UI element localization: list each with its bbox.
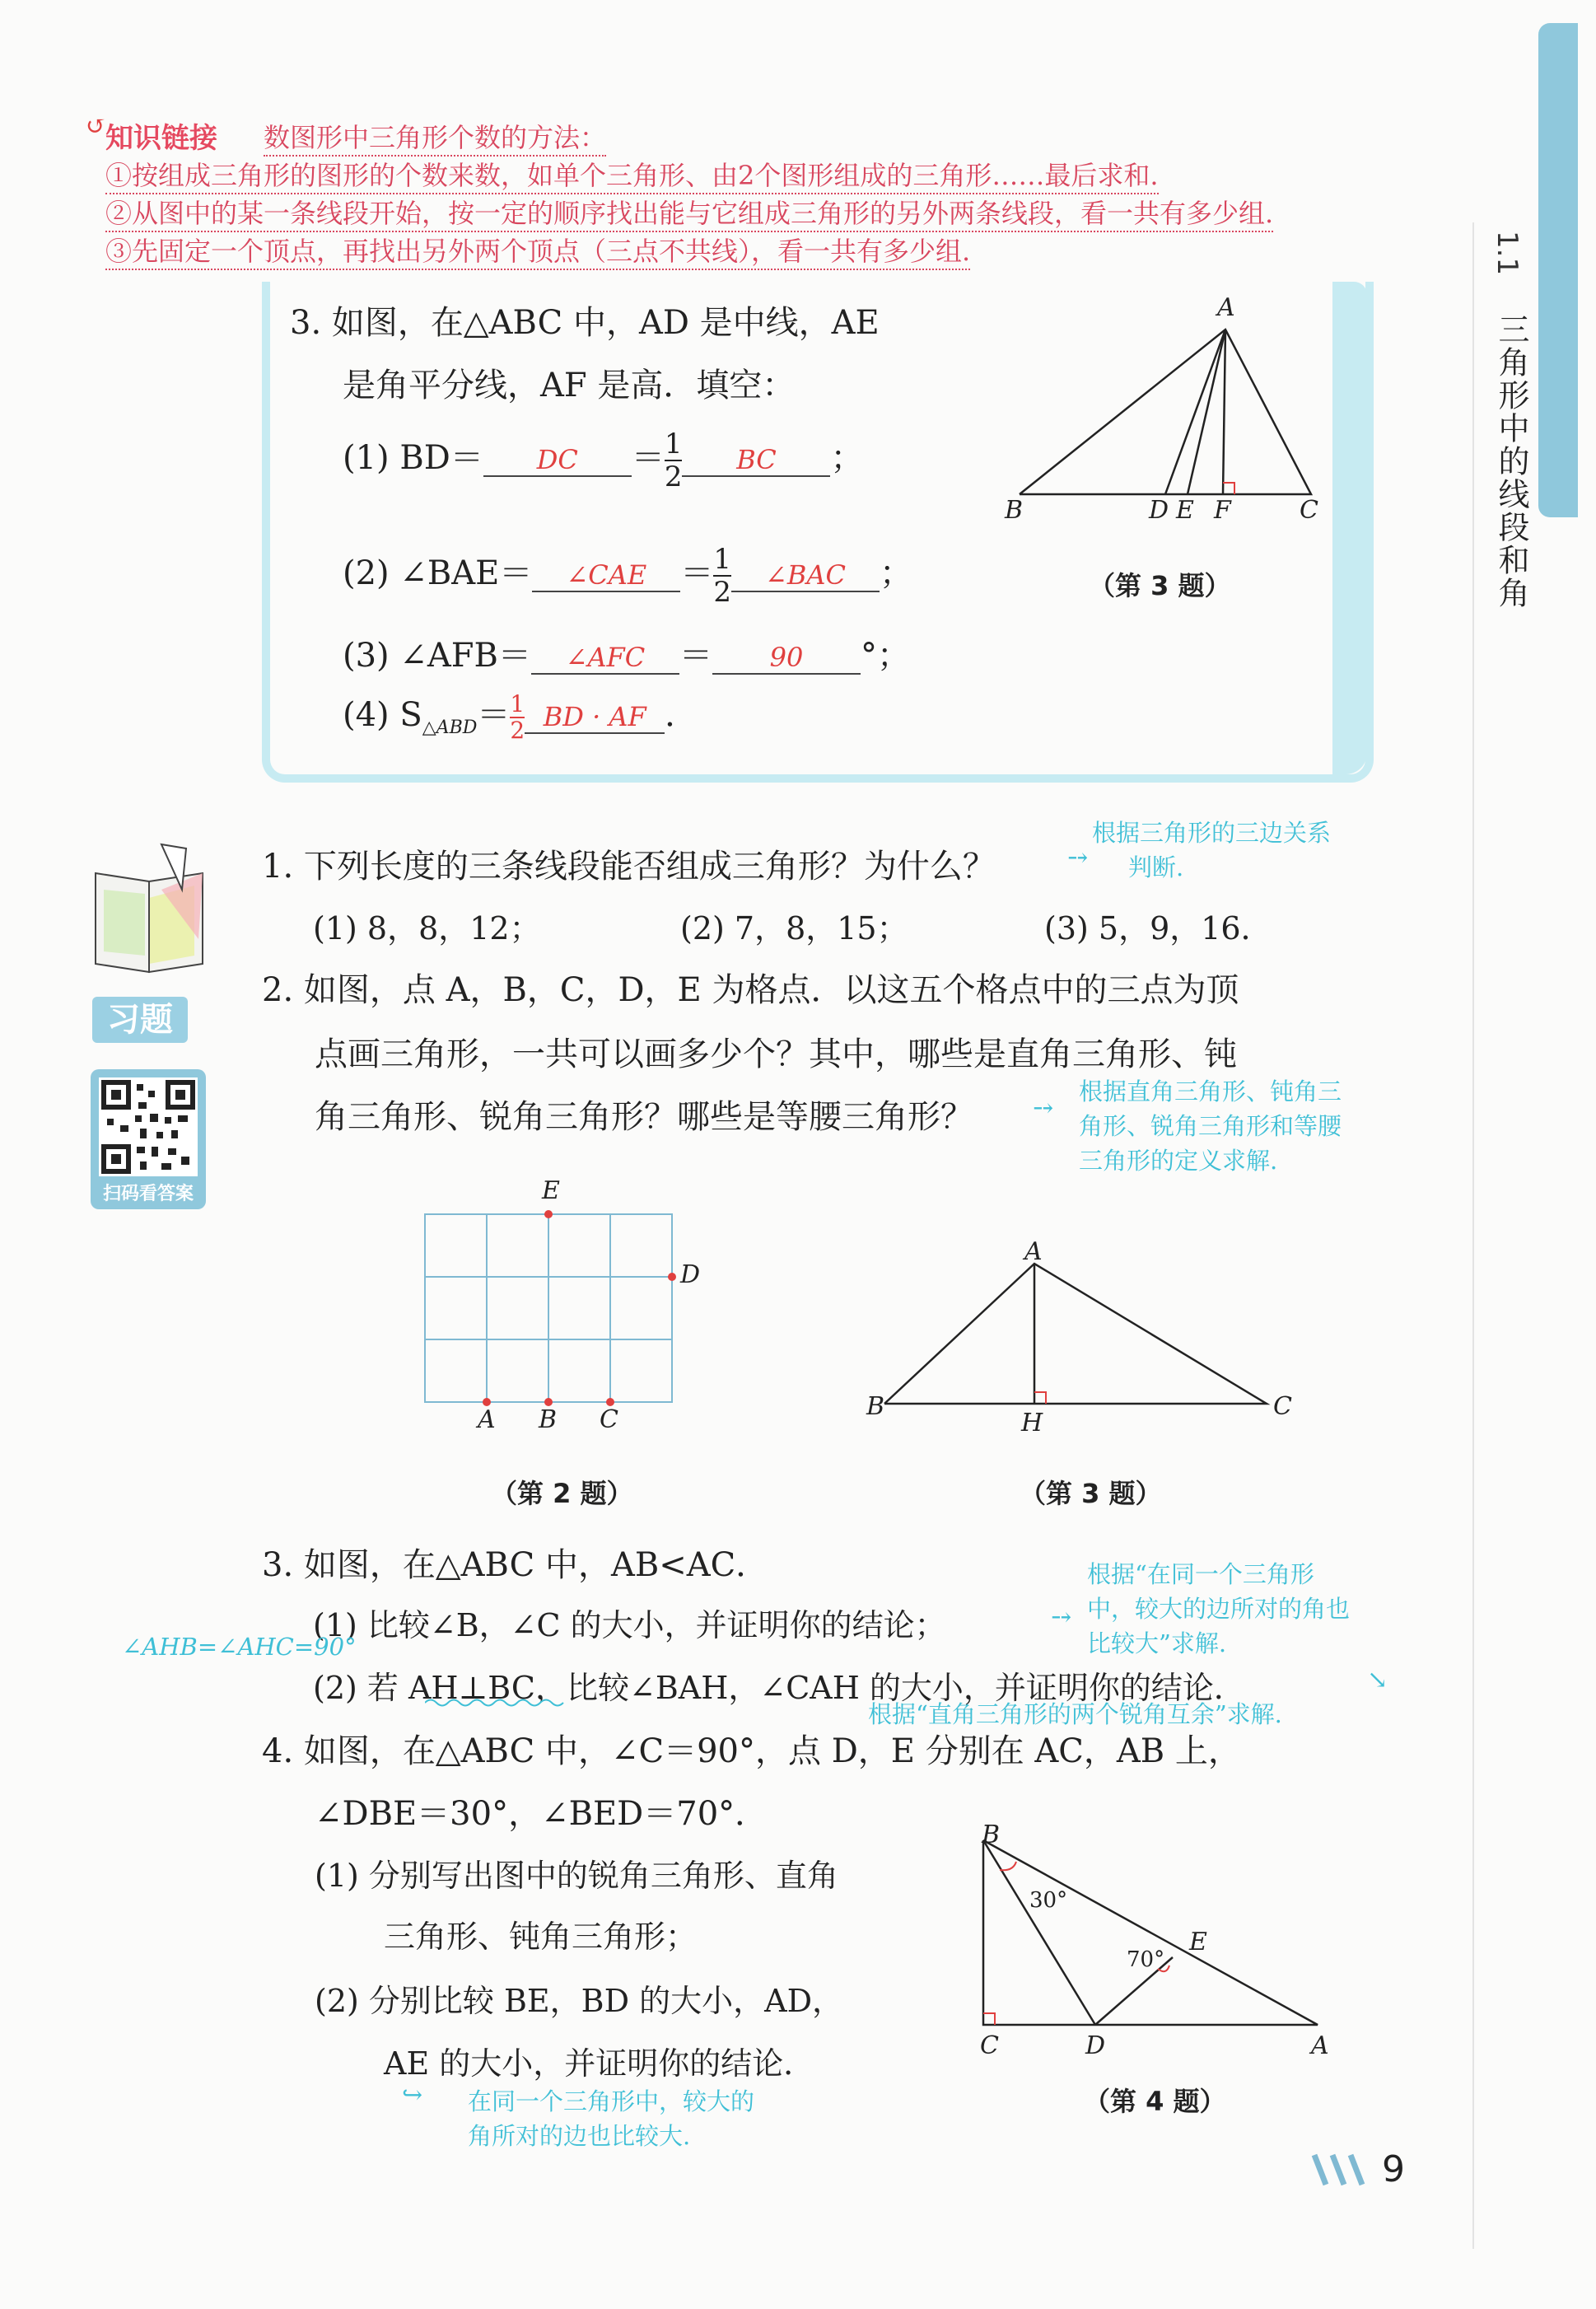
- ex3-note-3: 比较大”求解.: [1087, 1629, 1227, 1657]
- part-3-prefix: (3) ∠AFB＝: [343, 637, 531, 675]
- fig4-angle-70: 70°: [1127, 1947, 1165, 1972]
- box-q3-stem-1: 3. 如图，在△ABC 中，AD 是中线，AE: [290, 304, 880, 342]
- fig4-angle-30: 30°: [1029, 1888, 1068, 1913]
- box-q3-part-1: [343, 428, 863, 493]
- ex4-stem-1: 4. 如图，在△ABC 中，∠C＝90°，点 D，E 分别在 AC，AB 上，: [262, 1732, 1241, 1770]
- exercise-tag: 习题: [92, 997, 188, 1043]
- arrow-icon: ↪: [402, 2081, 423, 2110]
- triangle-abc: [983, 1840, 1318, 2025]
- part-1-answer-1: DC: [483, 444, 632, 477]
- qr-card[interactable]: [91, 1069, 206, 1209]
- part-3-end: °；: [860, 637, 910, 675]
- ex1-option-1: (1) 8，8，12；: [313, 910, 541, 947]
- part-1-end: ；: [830, 439, 864, 477]
- angle-30-arc: [1000, 1862, 1016, 1870]
- part-2-prefix: (2) ∠BAE＝: [343, 554, 533, 592]
- label-f: F: [1214, 496, 1231, 525]
- ex4-note-2: 角所对的边也比较大.: [468, 2122, 691, 2150]
- knowledge-label: 知识链接: [105, 122, 217, 155]
- part-3-answer-1: ∠AFC: [531, 642, 679, 675]
- grid-label-b: B: [539, 1405, 558, 1434]
- ex3-note-4: 根据“直角三角形的两个锐角互余”求解.: [868, 1700, 1282, 1728]
- arrow-icon: ⤍: [1067, 844, 1089, 872]
- ex3-part-2: (2) 若 AH⊥BC，比较∠BAH，∠CAH 的大小，并证明你的结论．: [313, 1670, 1245, 1706]
- right-angle-mark: [1223, 483, 1234, 494]
- ex4-part-2a: (2) 分别比较 BE，BD 的大小，AD，: [315, 1983, 844, 2019]
- right-angle-mark: [983, 2013, 995, 2025]
- ex2-caption: （第 2 题）: [491, 1478, 633, 1509]
- part-2-answer-2: ∠BAC: [731, 559, 880, 592]
- box-q3-stem-2: 是角平分线，AF 是高．填空：: [343, 367, 796, 404]
- ex4-part-1b: 三角形、钝角三角形；: [384, 1919, 698, 1955]
- label-a: A: [1217, 293, 1235, 322]
- fig3-label-h: H: [1021, 1409, 1043, 1437]
- point-d: [668, 1273, 676, 1281]
- ex2-line-3: 角三角形、锐角三角形？哪些是等腰三角形？: [315, 1098, 973, 1136]
- ex2-line-1: 2. 如图，点 A，B，C，D，E 为格点．以这五个格点中的三点为顶: [262, 971, 1239, 1009]
- label-d: D: [1149, 496, 1169, 525]
- page-number: 9: [1382, 2148, 1405, 2190]
- qr-caption: 扫码看答案: [102, 1184, 194, 1204]
- grid-label-d: D: [680, 1260, 701, 1289]
- ex1-note-1: 根据三角形的三边关系: [1092, 819, 1332, 847]
- part-4-numerator: 1: [510, 690, 525, 717]
- segment-bd: [983, 1840, 1095, 2025]
- qr-code-icon: [99, 1077, 198, 1176]
- fig3-caption: （第 3 题）: [1020, 1478, 1162, 1509]
- part-4-end: ．: [665, 696, 698, 734]
- ex1-stem: 1. 下列长度的三条线段能否组成三角形？为什么？: [262, 848, 996, 886]
- ex2-line-2: 点画三角形，一共可以画多少个？其中，哪些是直角三角形、钝: [315, 1035, 1237, 1073]
- fig4-label-c: C: [980, 2031, 999, 2060]
- right-angle-mark: [1034, 1392, 1046, 1404]
- fig3-label-b: B: [866, 1392, 885, 1421]
- ex1-note-2: 判断.: [1128, 853, 1184, 881]
- part-2-equals: ＝: [680, 554, 714, 592]
- label-e: E: [1176, 496, 1194, 525]
- box-q3-part-2: [343, 544, 912, 608]
- part-3-answer-2: 90: [712, 642, 861, 675]
- ex4-part-2b: AE 的大小，并证明你的结论．: [384, 2045, 815, 2082]
- box-q3-part-3: [343, 629, 910, 676]
- page-decoration-icon: [1309, 2150, 1372, 2190]
- ex2-note-3: 三角形的定义求解.: [1079, 1147, 1278, 1175]
- label-b: B: [1005, 496, 1024, 525]
- fig3-label-c: C: [1273, 1392, 1292, 1421]
- ex2-note-1: 根据直角三角形、钝角三: [1079, 1077, 1342, 1105]
- grid-label-c: C: [600, 1405, 618, 1434]
- ex3-note-2: 中，较大的边所对的角也: [1087, 1595, 1351, 1623]
- label-c: C: [1300, 496, 1318, 525]
- triangle-abc: [884, 1264, 1267, 1404]
- ex3-hand-note: ∠AHB=∠AHC=90°: [122, 1633, 357, 1661]
- fig4-label-a: A: [1311, 2031, 1329, 2060]
- fig4-label-d: D: [1085, 2031, 1106, 2060]
- section-title: 三角形中的线段和角: [1493, 313, 1529, 610]
- ex3-part-1: (1) 比较∠B，∠C 的大小，并证明你的结论；: [313, 1607, 946, 1643]
- section-number: 1.1: [1491, 231, 1524, 276]
- part-4-denominator: 2: [510, 717, 525, 744]
- box-q3-part-4: [343, 689, 698, 743]
- side-divider: [1472, 222, 1474, 2249]
- part-1-denominator: 2: [664, 460, 683, 493]
- grid-label-a: A: [478, 1405, 496, 1434]
- ex4-note-1: 在同一个三角形中，较大的: [468, 2087, 755, 2115]
- part-1-prefix: (1) BD＝: [343, 439, 483, 477]
- arrow-icon: ↘: [1367, 1666, 1388, 1694]
- part-2-denominator: 2: [713, 576, 732, 609]
- part-4-prefix: (4) S: [343, 696, 422, 734]
- part-1-answer-2: BC: [682, 444, 830, 477]
- ex3-figure: [873, 1252, 1285, 1417]
- ex4-figure: [972, 1829, 1334, 2043]
- ex3-stem: 3. 如图，在△ABC 中，AB<AC．: [262, 1546, 769, 1584]
- part-3-equals: ＝: [679, 637, 712, 675]
- knowledge-line-2: ②从图中的某一条线段开始，按一定的顺序找出能与它组成三角形的另外两条线段，看一共有多少组.: [105, 193, 1273, 232]
- wavy-underline: [425, 1697, 573, 1708]
- arrow-icon: ⤍: [1033, 1094, 1054, 1123]
- knowledge-line-1: ①按组成三角形的图形的个数来数，如单个三角形、由2个图形组成的三角形……最后求和.: [105, 155, 1159, 194]
- ex3-note-1: 根据“在同一个三角形: [1087, 1560, 1314, 1588]
- part-4-subscript: △ABD: [422, 717, 478, 738]
- fig4-label-b: B: [982, 1821, 1001, 1849]
- part-2-answer-1: ∠CAE: [532, 559, 680, 592]
- arrow-icon: ⤍: [1051, 1603, 1072, 1632]
- part-2-numerator: 1: [713, 543, 732, 576]
- knowledge-intro: 数图形中三角形个数的方法：: [264, 117, 606, 157]
- part-2-end: ；: [880, 554, 913, 592]
- fig3-label-a: A: [1024, 1237, 1043, 1266]
- part-4-equals: ＝: [477, 696, 511, 734]
- side-tab: [1538, 23, 1578, 517]
- grid-label-e: E: [542, 1176, 560, 1205]
- hook-icon: ↺: [86, 112, 107, 141]
- ex2-note-2: 角形、锐角三角形和等腰: [1079, 1112, 1342, 1140]
- ex4-stem-2: ∠DBE＝30°，∠BED＝70°．: [315, 1795, 768, 1833]
- part-1-equals: ＝: [631, 439, 665, 477]
- fig4-label-e: E: [1189, 1928, 1207, 1956]
- book-icon: [79, 840, 219, 989]
- part-1-numerator: 1: [664, 428, 683, 460]
- point-e: [544, 1210, 553, 1218]
- box-q3-caption: （第 3 题）: [1089, 570, 1231, 601]
- ex1-option-2: (2) 7，8，15；: [680, 910, 908, 947]
- grid-figure: [418, 1203, 690, 1417]
- triangle-abc: [1020, 330, 1311, 494]
- knowledge-line-3: ③先固定一个顶点，再找出另外两个顶点（三点不共线），看一共有多少组.: [105, 231, 970, 270]
- ex1-option-3: (3) 5，9，16．: [1044, 910, 1272, 947]
- ex4-caption: （第 4 题）: [1084, 2086, 1226, 2117]
- ex4-part-1a: (1) 分别写出图中的锐角三角形、直角: [315, 1858, 838, 1894]
- part-4-answer: BD · AF: [525, 701, 665, 734]
- altitude-af: [1223, 330, 1225, 494]
